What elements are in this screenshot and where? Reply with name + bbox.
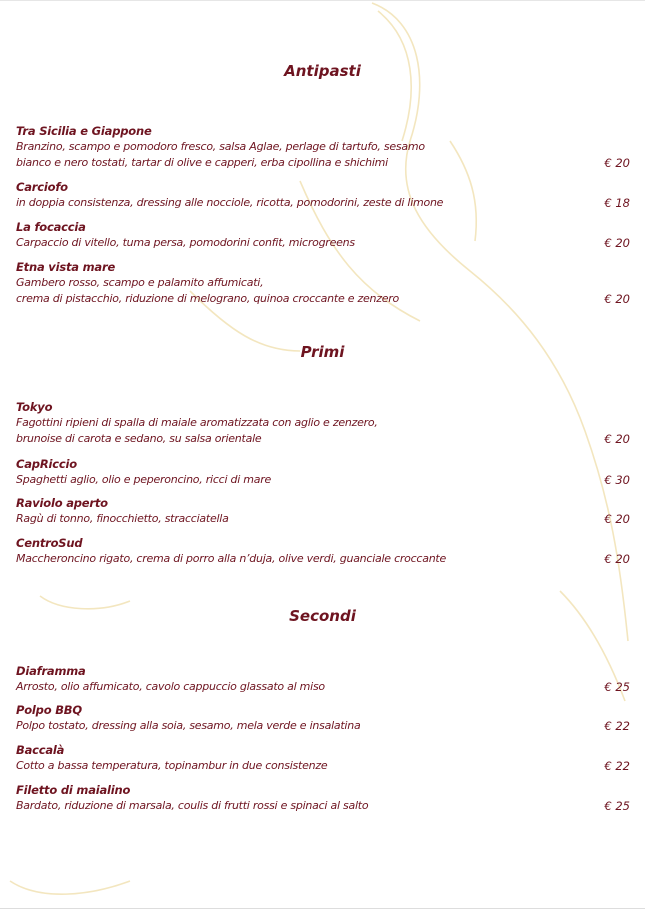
dish-name: Raviolo aperto [16, 496, 108, 510]
dish-price: € 20 [604, 512, 630, 526]
menu-item [16, 495, 634, 527]
dish-name: Diaframma [16, 664, 86, 678]
menu-item [16, 123, 634, 171]
dish-name: Carciofo [16, 180, 68, 194]
dish-price: € 22 [604, 759, 630, 773]
dish-name: CentroSud [16, 536, 83, 550]
section-title-secondi: Secondi [289, 607, 356, 625]
dish-price: € 30 [604, 473, 630, 487]
dish-price: € 25 [604, 680, 630, 694]
dish-description: Fagottini ripieni di spalla di maiale aromatizzata con aglio e zenzero, brunoise di carota e sedano, su salsa orientale [16, 416, 378, 445]
dish-description: Ragù di tonno, finocchietto, stracciatella [16, 512, 229, 525]
menu-item [16, 535, 634, 567]
dish-name: Etna vista mare [16, 260, 116, 274]
dish-description: Cotto a bassa temperatura, topinambur in due consistenze [16, 759, 328, 772]
page-bottom-divider [0, 908, 645, 909]
menu-item [16, 742, 634, 774]
section-title-primi: Primi [300, 343, 345, 361]
dish-name: CapRiccio [16, 457, 77, 471]
dish-description: Bardato, riduzione di marsala, coulis di frutti rossi e spinaci al salto [16, 799, 369, 812]
dish-description: Polpo tostato, dressing alla soia, sesamo, mela verde e insalatina [16, 719, 361, 732]
dish-description: Spaghetti aglio, olio e peperoncino, ricci di mare [16, 473, 272, 486]
menu-item [16, 663, 634, 695]
dish-name: Baccalà [16, 743, 65, 757]
menu-item [16, 259, 634, 307]
dish-name: Tokyo [16, 400, 53, 414]
dish-name: La focaccia [16, 220, 86, 234]
dish-price: € 20 [604, 292, 630, 306]
menu-item [16, 782, 634, 814]
menu-item [16, 702, 634, 734]
dish-description: in doppia consistenza, dressing alle nocciole, ricotta, pomodorini, zeste di limone [16, 196, 444, 209]
dish-name: Filetto di maialino [16, 783, 131, 797]
dish-description: Maccheroncino rigato, crema di porro alla n’duja, olive verdi, guanciale croccante [16, 552, 447, 565]
dish-name: Polpo BBQ [16, 703, 82, 717]
menu-item [16, 179, 634, 211]
dish-price: € 20 [604, 156, 630, 170]
dish-price: € 20 [604, 552, 630, 566]
menu-item [16, 219, 634, 251]
dish-description: Carpaccio di vitello, tuma persa, pomodorini confit, microgreens [16, 236, 355, 249]
dish-price: € 20 [604, 236, 630, 250]
dish-description: Arrosto, olio affumicato, cavolo cappuccio glassato al miso [16, 680, 325, 693]
dish-price: € 25 [604, 799, 630, 813]
dish-price: € 18 [604, 196, 630, 210]
dish-name: Tra Sicilia e Giappone [16, 124, 152, 138]
dish-price: € 20 [604, 432, 630, 446]
menu-item [16, 399, 634, 447]
menu-item [16, 456, 634, 488]
section-title-antipasti: Antipasti [284, 62, 361, 80]
dish-price: € 22 [604, 719, 630, 733]
dish-description: Branzino, scampo e pomodoro fresco, salsa Aglae, perlage di tartufo, sesamo bianco e nero tostati, tartar di olive e capperi, erba cipollina e shichimi [16, 140, 425, 169]
dish-description: Gambero rosso, scampo e palamito affumicati, crema di pistacchio, riduzione di melograno, quinoa croccante e zenzero [16, 276, 400, 305]
